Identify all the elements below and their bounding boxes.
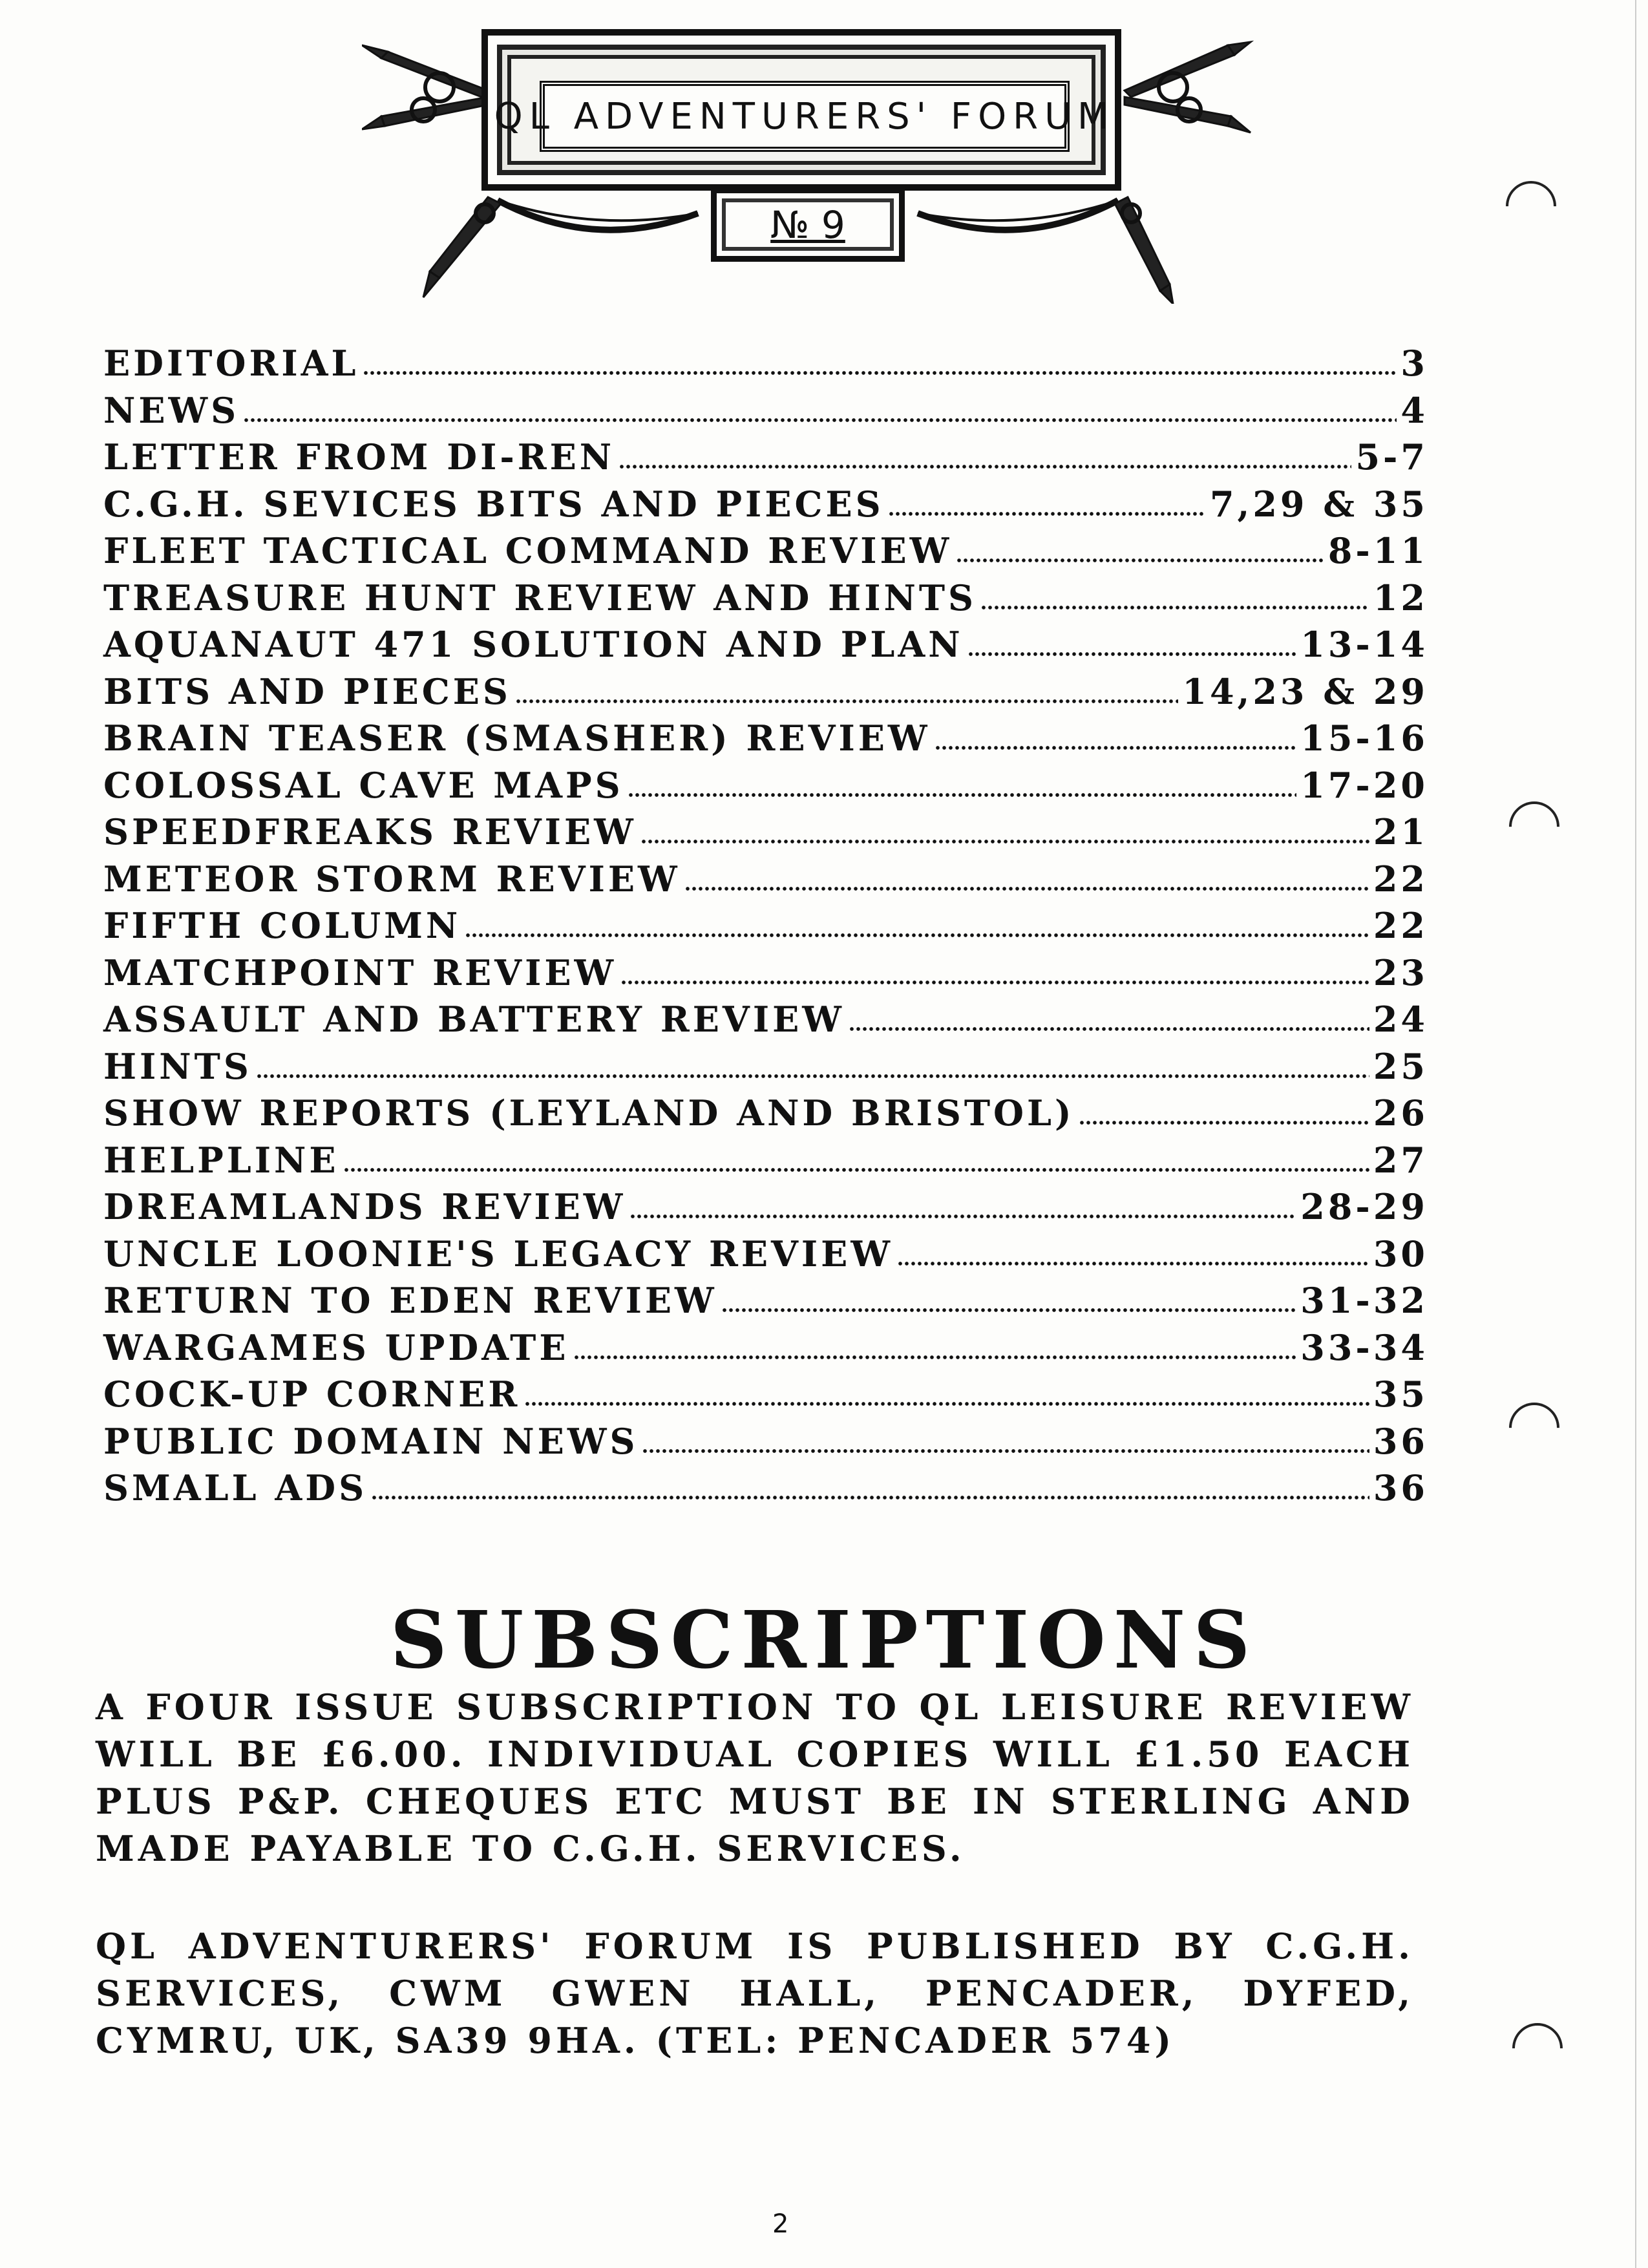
toc-leader-dots [343, 1167, 1369, 1172]
toc-leader-dots [956, 558, 1324, 563]
toc-row [103, 905, 1428, 952]
toc-entry-title: DREAMLANDS REVIEW [103, 1186, 626, 1227]
toc-entry-title: MATCHPOINT REVIEW [103, 951, 617, 993]
toc-entry-page: 23 [1373, 951, 1428, 993]
toc-leader-dots [628, 792, 1297, 798]
toc-leader-dots [363, 370, 1397, 376]
right-pendant-ornament [1115, 197, 1173, 304]
toc-entry-page: 8-11 [1327, 530, 1428, 571]
toc-row [103, 811, 1428, 858]
toc-row [103, 1046, 1428, 1093]
toc-row [103, 671, 1428, 718]
toc-entry-title: FLEET TACTICAL COMMAND REVIEW [103, 530, 953, 571]
subscriptions-text: A FOUR ISSUE SUBSCRIPTION TO QL LEISURE REVIEW WILL BE £6.00. INDIVIDUAL COPIES WILL £1.50 EACH PLUS P&P. CHEQUES ETC MUST BE IN STERLING AND MADE PAYABLE TO C.G.H. SERVICES. [96, 1686, 1414, 1869]
toc-leader-dots [515, 699, 1178, 704]
toc-entry-title: LETTER FROM DI-REN [103, 436, 615, 478]
toc-row [103, 530, 1428, 577]
toc-entry-page: 33-34 [1300, 1326, 1428, 1368]
toc-entry-title: METEOR STORM REVIEW [103, 858, 681, 900]
toc-row [103, 1327, 1428, 1374]
toc-leader-dots [980, 605, 1369, 610]
toc-entry-page: 14,23 & 29 [1182, 670, 1428, 712]
toc-row [103, 858, 1428, 906]
binder-hole [1499, 1392, 1570, 1463]
toc-row [103, 1092, 1428, 1139]
toc-entry-title: SMALL ADS [103, 1467, 368, 1509]
toc-entry-page: 24 [1373, 999, 1428, 1040]
toc-leader-dots [243, 418, 1397, 423]
toc-entry-page: 26 [1373, 1092, 1428, 1134]
toc-entry-page: 3 [1400, 343, 1428, 384]
toc-leader-dots [524, 1401, 1369, 1406]
toc-entry-title: EDITORIAL [103, 343, 359, 384]
masthead-title: QL ADVENTURERS' FORUM [494, 95, 1115, 138]
left-spear-ornament [362, 45, 488, 129]
toc-row [103, 952, 1428, 999]
toc-entry-page: 12 [1373, 577, 1428, 619]
toc-entry-title: C.G.H. SEVICES BITS AND PIECES [103, 483, 884, 525]
table-of-contents [103, 343, 1428, 1514]
toc-leader-dots [618, 464, 1351, 469]
toc-row [103, 1467, 1428, 1514]
toc-entry-page: 5-7 [1355, 436, 1428, 478]
toc-entry-page: 27 [1373, 1139, 1428, 1181]
toc-row [103, 999, 1428, 1046]
toc-leader-dots [684, 886, 1369, 891]
toc-entry-title: BRAIN TEASER (SMASHER) REVIEW [103, 717, 931, 759]
toc-row [103, 483, 1428, 531]
toc-entry-page: 30 [1373, 1233, 1428, 1275]
toc-entry-title: COLOSSAL CAVE MAPS [103, 764, 624, 806]
toc-entry-page: 36 [1373, 1420, 1428, 1462]
toc-entry-title: PUBLIC DOMAIN NEWS [103, 1420, 639, 1462]
binder-hole [1495, 171, 1567, 242]
toc-leader-dots [935, 745, 1297, 750]
toc-entry-title: HELPLINE [103, 1139, 339, 1181]
toc-leader-dots [1079, 1120, 1369, 1125]
toc-entry-page: 31-32 [1300, 1280, 1428, 1321]
toc-entry-title: AQUANAUT 471 SOLUTION AND PLAN [103, 624, 964, 665]
toc-entry-page: 25 [1373, 1045, 1428, 1087]
toc-leader-dots [888, 511, 1206, 516]
toc-row [103, 1373, 1428, 1421]
toc-entry-title: SPEEDFREAKS REVIEW [103, 811, 637, 853]
toc-leader-dots [849, 1026, 1369, 1032]
toc-entry-page: 22 [1373, 858, 1428, 900]
issue-number-box [711, 187, 905, 262]
toc-leader-dots [620, 980, 1369, 985]
toc-row [103, 624, 1428, 671]
toc-entry-page: 21 [1373, 811, 1428, 853]
subscriptions-heading: SUBSCRIPTIONS [390, 1593, 1258, 1686]
toc-row [103, 343, 1428, 390]
toc-entry-page: 7,29 & 35 [1209, 483, 1428, 525]
toc-row [103, 390, 1428, 437]
binder-hole [1499, 791, 1570, 862]
toc-entry-title: NEWS [103, 389, 240, 431]
toc-row [103, 1233, 1428, 1280]
toc-entry-title: UNCLE LOONIE'S LEGACY REVIEW [103, 1233, 893, 1275]
toc-row [103, 717, 1428, 765]
toc-leader-dots [465, 933, 1369, 938]
toc-entry-page: 28-29 [1300, 1186, 1428, 1227]
toc-row [103, 1139, 1428, 1187]
toc-leader-dots [371, 1495, 1369, 1500]
toc-row [103, 765, 1428, 812]
toc-row [103, 1186, 1428, 1233]
toc-entry-page: 13-14 [1300, 624, 1428, 665]
toc-entry-title: WARGAMES UPDATE [103, 1326, 569, 1368]
binder-hole [1502, 2013, 1573, 2084]
toc-entry-title: COCK-UP CORNER [103, 1373, 521, 1415]
toc-entry-page: 35 [1373, 1373, 1428, 1415]
page-number: 2 [772, 2209, 789, 2239]
toc-entry-page: 15-16 [1300, 717, 1428, 759]
toc-entry-title: HINTS [103, 1045, 252, 1087]
toc-leader-dots [642, 1448, 1369, 1454]
right-spear-ornament [1125, 42, 1251, 132]
toc-entry-title: SHOW REPORTS (LEYLAND AND BRISTOL) [103, 1092, 1075, 1134]
toc-leader-dots [721, 1308, 1297, 1313]
toc-row [103, 436, 1428, 483]
publisher-text: QL ADVENTURERS' FORUM IS PUBLISHED BY C.G.H. SERVICES, CWM GWEN HALL, PENCADER, DYFED, CYMRU, UK, SA39 9HA. (TEL: PENCADER 574) [96, 1925, 1414, 2061]
toc-leader-dots [967, 652, 1297, 657]
left-pendant-ornament [423, 197, 501, 297]
toc-leader-dots [573, 1355, 1297, 1360]
toc-leader-dots [629, 1214, 1296, 1219]
toc-entry-title: ASSAULT AND BATTERY REVIEW [103, 999, 845, 1040]
toc-entry-page: 4 [1400, 389, 1428, 431]
toc-entry-page: 17-20 [1300, 764, 1428, 806]
toc-row [103, 1280, 1428, 1327]
toc-entry-title: FIFTH COLUMN [103, 905, 461, 946]
toc-leader-dots [897, 1261, 1369, 1266]
masthead-frame [481, 29, 1121, 191]
toc-entry-page: 36 [1373, 1467, 1428, 1509]
toc-row [103, 577, 1428, 624]
toc-entry-title: BITS AND PIECES [103, 670, 511, 712]
page-edge [1635, 0, 1636, 2268]
toc-leader-dots [256, 1074, 1369, 1079]
masthead [362, 19, 1254, 304]
toc-row [103, 1421, 1428, 1468]
toc-leader-dots [640, 839, 1369, 844]
toc-entry-page: 22 [1373, 905, 1428, 946]
toc-entry-title: TREASURE HUNT REVIEW AND HINTS [103, 577, 977, 619]
toc-entry-title: RETURN TO EDEN REVIEW [103, 1280, 717, 1321]
masthead-title-box [494, 81, 1115, 152]
issue-number: № 9 [770, 202, 845, 247]
